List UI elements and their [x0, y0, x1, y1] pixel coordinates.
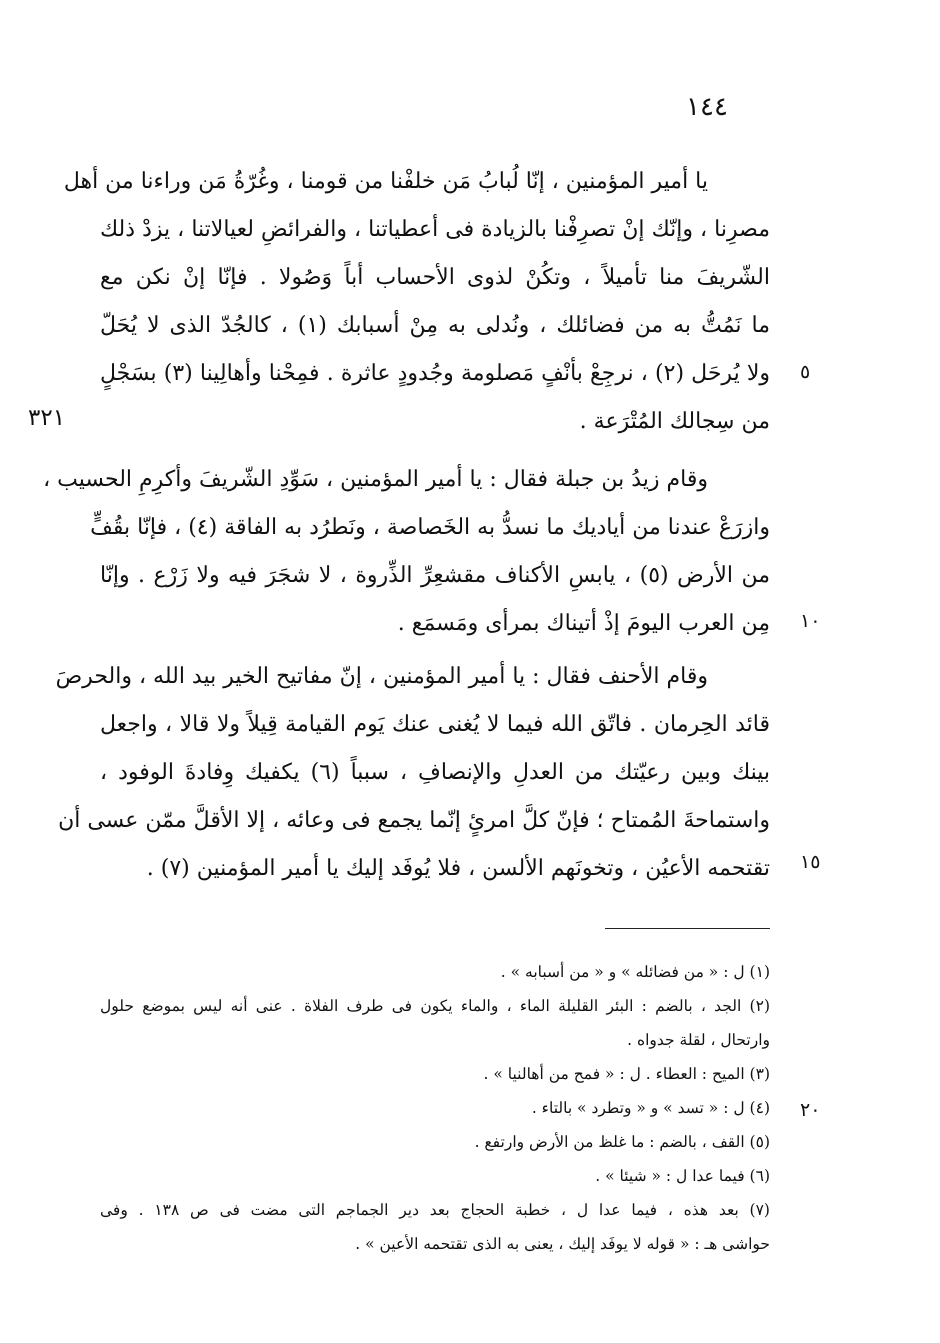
text-line: ولا يُرحَل (٢) ، نرجِعْ بأنْفٍ مَصلومة وجُدودٍ عاثرة . فمِحْنا وأهالِينا (٣) بسَجْلٍ [100, 361, 771, 386]
text-line: قائد الحِرمان . فاتّق الله فيما لا يُغنى عنك يَوم القيامة قِيلاً ولا قالا ، واجعل [100, 712, 770, 737]
text-line: من سِجالك المُتْرَعة . [579, 409, 770, 434]
footnote: (٢) الجد ، بالضم : البئر القليلة الماء ، والماء يكون فى طرف الفلاة . عنى أنه ليس بموضع حلول [100, 997, 770, 1015]
paragraph [43, 456, 771, 648]
text-line: وقام الأحنف فقال : يا أمير المؤمنين ، إنّ مفاتيح الخير بيد الله ، والحرصَ [55, 664, 708, 689]
line-number: ٢٠ [800, 1099, 821, 1121]
line-number: ١٥ [800, 851, 821, 873]
footnote-continuation: وارتحال ، لقلة جدواه . [627, 1031, 770, 1049]
text-line: الشّريفَ منا تأميلاً ، وتكُنْ لذوى الأحساب أباً وَصُولا . فإنّا إنْ نكن مع [100, 265, 770, 290]
page-number: ١٤٤ [686, 92, 728, 122]
text-line: مصرِنا ، وإنّك إنْ تصرِفْنا بالزيادة فى أعطياتنا ، والفرائضِ لعيالاتنا ، يزدْ ذلك [100, 217, 770, 242]
footnote: (١) ل : « من فضائله » و « من أسبابه » . [500, 963, 770, 981]
line-number: ٥ [800, 361, 811, 383]
footnote: (٧) بعد هذه ، فيما عدا ل ، خطبة الحجاج بعد دير الجماجم التى مضت فى ص ١٣٨ . وفى [100, 1201, 770, 1219]
text-line: وقام زيدُ بن جبلة فقال : يا أمير المؤمنين ، سَوِّدِ الشّريفَ وأكرِمِ الحسيب ، [43, 467, 708, 492]
text-line: ما نَمُتُّ به من فضائلك ، ونُدلى به مِنْ أسبابك (١) ، كالجُدّ الذى لا يُحَلّ [100, 313, 770, 338]
text-line: مِن العرب اليومَ إذْ أتيناك بمرأى ومَسمَع . [397, 611, 770, 636]
footnote: (٣) الميح : العطاء . ل : « فمح من أهالنيا » . [483, 1065, 770, 1083]
margin-reference-number: ٣٢١ [28, 405, 66, 431]
footnote: (٥) القف ، بالضم : ما غلظ من الأرض وارتفع . [474, 1133, 770, 1151]
paragraph [55, 653, 771, 893]
footnotes [100, 955, 770, 1261]
footnote-divider [605, 928, 770, 929]
footnote: (٦) فيما عدا ل : « شيئا » . [595, 1167, 770, 1185]
text-line: تقتحمه الأعيُن ، وتخونَهم الألسن ، فلا يُوفَد إليك يا أمير المؤمنين (٧) . [146, 856, 770, 881]
paragraph [63, 158, 771, 446]
footnote-continuation: حواشى هـ : « قوله لا يوفَد إليك ، يعنى به الذى تقتحمه الأعين » . [355, 1235, 770, 1253]
text-line: بينك وبين رعيّتك من العدلِ والإنصافِ ، سبباً (٦) يكفيك وِفادةَ الوفود ، [100, 760, 771, 785]
text-line: من الأرض (٥) ، يابسِ الأكناف مقشعِرِّ الذِّروة ، لا شجَرَ فيه ولا زَرْع . وإنّا [100, 563, 771, 588]
line-number: ١٠ [800, 610, 821, 632]
text-line: وازرَعْ عندنا من أياديك ما نسدُّ به الخَصاصة ، ونَطرُد به الفاقة (٤) ، فإنّا بقُفٍّ [90, 515, 770, 540]
text-line: يا أمير المؤمنين ، إنّا لُبابُ مَن خلفْنا من قومنا ، وغُرّةُ مَن وراءنا من أهل [63, 169, 708, 194]
text-line: واستماحةَ المُمتاح ؛ فإنّ كلَّ امرئٍ إنّما يجمع فى وعائه ، إلا الأقلَّ ممّن عسى أن [58, 808, 770, 833]
footnote: (٤) ل : « تسد » و « وتطرد » بالتاء . [531, 1099, 770, 1117]
